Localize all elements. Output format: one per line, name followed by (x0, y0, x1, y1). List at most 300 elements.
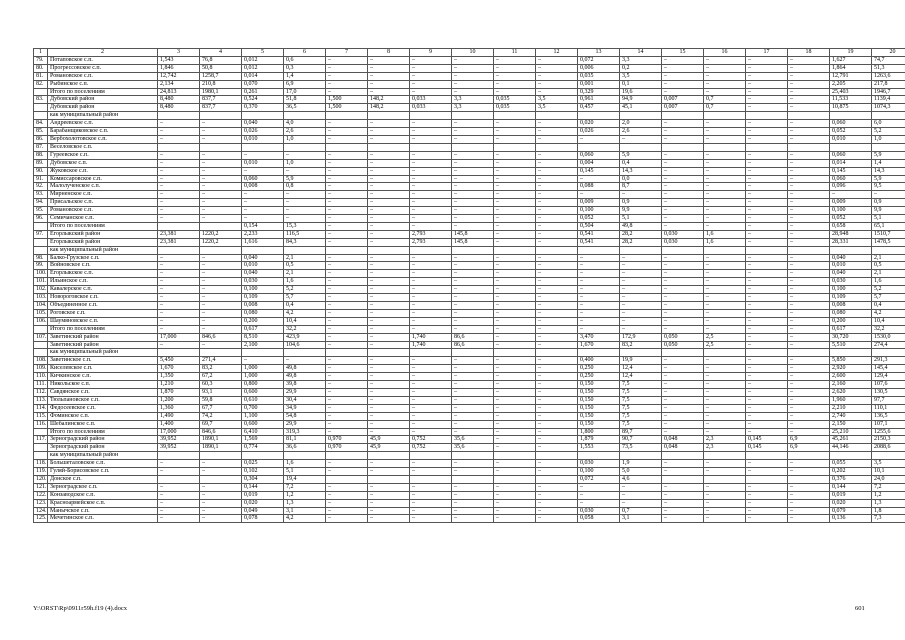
value-cell: 2,1 (872, 254, 905, 262)
value-cell: 0,020 (830, 499, 872, 507)
value-cell: – (746, 404, 788, 412)
value-cell: 0,010 (242, 262, 284, 270)
value-cell: 2150,3 (872, 436, 905, 444)
value-cell (326, 475, 368, 483)
value-cell: – (746, 491, 788, 499)
value-cell: 2,740 (830, 412, 872, 420)
value-cell: 104,6 (284, 341, 326, 349)
table-row (34, 135, 905, 143)
header-cell: 12 (536, 49, 578, 57)
name-cell: Федосеевское с.п. (48, 404, 158, 412)
value-cell: – (368, 199, 410, 207)
value-cell: 2,793 (410, 230, 452, 238)
value-cell: – (662, 120, 704, 128)
header-cell: 19 (830, 49, 872, 57)
value-cell: – (326, 309, 368, 317)
value-cell: 1,3 (872, 499, 905, 507)
value-cell: – (620, 483, 662, 491)
value-cell: 0,261 (242, 88, 284, 96)
row-number-cell: 82. (34, 80, 48, 88)
name-cell: Манычское с.п. (48, 507, 158, 515)
value-cell: – (410, 254, 452, 262)
value-cell: – (788, 499, 830, 507)
value-cell: – (746, 373, 788, 381)
name-cell: Конзаводское с.п. (48, 491, 158, 499)
value-cell (158, 222, 200, 230)
name-cell: Объединенное с.п. (48, 302, 158, 310)
value-cell: – (410, 317, 452, 325)
value-cell (452, 349, 494, 357)
value-cell: 1,960 (830, 396, 872, 404)
value-cell (872, 452, 905, 460)
value-cell: 6,410 (242, 428, 284, 436)
value-cell: 67,7 (200, 404, 242, 412)
value-cell: – (494, 412, 536, 420)
value-cell (536, 452, 578, 460)
value-cell: 2,5 (704, 333, 746, 341)
value-cell: – (242, 151, 284, 159)
value-cell: 0,030 (662, 238, 704, 246)
value-cell: 7,5 (620, 420, 662, 428)
value-cell: 30,720 (830, 333, 872, 341)
value-cell: 0,144 (830, 483, 872, 491)
value-cell: – (494, 175, 536, 183)
value-cell: – (746, 357, 788, 365)
name-cell: как муниципальный район (48, 112, 158, 120)
value-cell: – (578, 302, 620, 310)
header-cell: 20 (872, 49, 905, 57)
value-cell (536, 475, 578, 483)
value-cell: – (200, 325, 242, 333)
value-cell: – (704, 388, 746, 396)
value-cell: 74,2 (200, 412, 242, 420)
value-cell: 0,109 (830, 294, 872, 302)
value-cell: – (158, 491, 200, 499)
value-cell (410, 246, 452, 254)
value-cell (452, 143, 494, 151)
value-cell: – (746, 88, 788, 96)
value-cell: 210,8 (200, 80, 242, 88)
table-row (34, 412, 905, 420)
value-cell: – (704, 365, 746, 373)
row-number-cell: 123. (34, 499, 48, 507)
value-cell: 1074,3 (872, 104, 905, 112)
value-cell: – (704, 191, 746, 199)
value-cell: 1,569 (242, 436, 284, 444)
value-cell: – (326, 56, 368, 64)
value-cell: – (704, 135, 746, 143)
value-cell: – (200, 302, 242, 310)
value-cell: – (368, 88, 410, 96)
table-row (34, 254, 905, 262)
value-cell: – (662, 294, 704, 302)
value-cell: 0,060 (242, 175, 284, 183)
value-cell: – (746, 460, 788, 468)
table-row (34, 191, 905, 199)
value-cell: 36,6 (284, 444, 326, 452)
value-cell: – (536, 120, 578, 128)
value-cell: – (788, 507, 830, 515)
table-row (34, 56, 905, 64)
value-cell: – (200, 294, 242, 302)
value-cell: – (410, 222, 452, 230)
value-cell: – (452, 167, 494, 175)
value-cell: – (662, 468, 704, 476)
value-cell (200, 112, 242, 120)
value-cell: – (620, 317, 662, 325)
value-cell: 0,052 (830, 128, 872, 136)
value-cell: – (578, 491, 620, 499)
value-cell (788, 475, 830, 483)
value-cell: – (368, 491, 410, 499)
value-cell: 1980,1 (200, 88, 242, 96)
value-cell: – (368, 341, 410, 349)
value-cell: 5,2 (872, 128, 905, 136)
value-cell: – (662, 183, 704, 191)
value-cell (494, 475, 536, 483)
header-cell: 9 (410, 49, 452, 57)
value-cell (620, 452, 662, 460)
value-cell: – (662, 80, 704, 88)
value-cell: – (536, 357, 578, 365)
table-row (34, 515, 905, 523)
value-cell: 0,5 (872, 262, 905, 270)
row-number-cell: 94. (34, 199, 48, 207)
value-cell: 2,620 (830, 388, 872, 396)
value-cell: – (704, 254, 746, 262)
name-cell: Тюльпановское с.п. (48, 396, 158, 404)
table-row (34, 309, 905, 317)
row-number-cell: 108. (34, 357, 48, 365)
header-cell: 17 (746, 49, 788, 57)
value-cell: 107,1 (872, 420, 905, 428)
value-cell: – (746, 222, 788, 230)
value-cell: 35,6 (452, 444, 494, 452)
value-cell: – (494, 262, 536, 270)
value-cell: – (452, 309, 494, 317)
value-cell: 1478,5 (872, 238, 905, 246)
value-cell: – (494, 167, 536, 175)
table-row (34, 64, 905, 72)
value-cell: 0,150 (578, 381, 620, 389)
value-cell: – (326, 151, 368, 159)
value-cell: – (242, 215, 284, 223)
value-cell: – (704, 199, 746, 207)
value-cell: 7,5 (620, 396, 662, 404)
value-cell: – (788, 491, 830, 499)
row-number-cell: 110. (34, 373, 48, 381)
value-cell: 90,7 (620, 436, 662, 444)
row-number-cell: 125. (34, 515, 48, 523)
row-number-cell (34, 341, 48, 349)
value-cell: 50,8 (200, 64, 242, 72)
value-cell: – (158, 294, 200, 302)
value-cell (536, 349, 578, 357)
value-cell: 0,2 (620, 64, 662, 72)
value-cell: – (788, 222, 830, 230)
value-cell: – (410, 365, 452, 373)
table-row (34, 365, 905, 373)
value-cell: – (536, 373, 578, 381)
value-cell: 5,0 (620, 468, 662, 476)
value-cell: – (536, 317, 578, 325)
value-cell: 2,793 (410, 238, 452, 246)
value-cell: – (326, 270, 368, 278)
value-cell (830, 246, 872, 254)
value-cell: – (326, 420, 368, 428)
value-cell: 145,8 (452, 230, 494, 238)
value-cell: 30,4 (284, 396, 326, 404)
value-cell: 1,6 (284, 278, 326, 286)
row-number-cell: 91. (34, 175, 48, 183)
value-cell: – (158, 507, 200, 515)
value-cell: – (326, 175, 368, 183)
value-cell: 35,6 (452, 436, 494, 444)
value-cell: – (746, 294, 788, 302)
value-cell: – (452, 199, 494, 207)
value-cell: – (158, 183, 200, 191)
value-cell: – (536, 468, 578, 476)
name-cell: Большеталовское с.п. (48, 460, 158, 468)
value-cell: – (662, 207, 704, 215)
name-cell: Зерноградский район (48, 436, 158, 444)
value-cell: – (452, 483, 494, 491)
value-cell (284, 349, 326, 357)
value-cell: 0,6 (284, 56, 326, 64)
value-cell: – (788, 381, 830, 389)
value-cell: 0,049 (242, 507, 284, 515)
value-cell: – (452, 373, 494, 381)
value-cell (368, 452, 410, 460)
value-cell: – (704, 72, 746, 80)
name-cell: Егорлыкский район (48, 238, 158, 246)
value-cell: – (662, 381, 704, 389)
value-cell: 89,7 (620, 428, 662, 436)
value-cell: 0,145 (578, 167, 620, 175)
value-cell: – (410, 278, 452, 286)
value-cell: – (368, 309, 410, 317)
value-cell (200, 475, 242, 483)
name-cell: Дубовское с.п. (48, 159, 158, 167)
value-cell: – (284, 191, 326, 199)
value-cell (494, 452, 536, 460)
table-row (34, 396, 905, 404)
value-cell (242, 452, 284, 460)
value-cell: 11,533 (830, 96, 872, 104)
value-cell (746, 475, 788, 483)
value-cell: – (452, 151, 494, 159)
value-cell: – (326, 183, 368, 191)
value-cell (410, 452, 452, 460)
value-cell: 0,026 (242, 128, 284, 136)
value-cell: – (746, 396, 788, 404)
value-cell: – (620, 302, 662, 310)
value-cell: – (158, 128, 200, 136)
name-cell: Войновское с.п. (48, 262, 158, 270)
value-cell: – (410, 286, 452, 294)
table-row (34, 381, 905, 389)
value-cell: – (410, 191, 452, 199)
table-row (34, 333, 905, 341)
value-cell: – (200, 167, 242, 175)
value-cell: 0,040 (830, 270, 872, 278)
value-cell: – (368, 388, 410, 396)
value-cell: – (704, 215, 746, 223)
table-row (34, 112, 905, 120)
value-cell: 4,0 (284, 120, 326, 128)
value-cell: – (158, 499, 200, 507)
value-cell: – (746, 365, 788, 373)
name-cell: Заветинский район (48, 341, 158, 349)
value-cell (368, 143, 410, 151)
value-cell: 0,040 (830, 254, 872, 262)
value-cell: – (410, 404, 452, 412)
value-cell: – (368, 365, 410, 373)
value-cell: – (368, 262, 410, 270)
value-cell: – (326, 507, 368, 515)
value-cell: 0,250 (578, 365, 620, 373)
name-cell: Итого по поселениям (48, 325, 158, 333)
value-cell: – (494, 80, 536, 88)
value-cell: – (494, 302, 536, 310)
value-cell: – (368, 222, 410, 230)
value-cell: – (788, 230, 830, 238)
value-cell: – (704, 56, 746, 64)
header-cell: 16 (704, 49, 746, 57)
value-cell (746, 349, 788, 357)
value-cell: 0,010 (242, 159, 284, 167)
value-cell: – (788, 278, 830, 286)
value-cell: – (200, 515, 242, 523)
value-cell: – (746, 120, 788, 128)
value-cell: 2,5 (704, 341, 746, 349)
value-cell: – (662, 325, 704, 333)
value-cell: 28,948 (830, 230, 872, 238)
value-cell (788, 112, 830, 120)
table-row (34, 238, 905, 246)
value-cell (284, 246, 326, 254)
value-cell: – (452, 420, 494, 428)
table-row (34, 72, 905, 80)
value-cell: – (662, 167, 704, 175)
value-cell: 0,058 (578, 515, 620, 523)
value-cell: 0,060 (830, 175, 872, 183)
value-cell: – (536, 515, 578, 523)
value-cell: 2088,6 (872, 444, 905, 452)
row-number-cell (34, 112, 48, 120)
value-cell: 3,1 (620, 515, 662, 523)
value-cell: – (746, 199, 788, 207)
value-cell: – (326, 373, 368, 381)
row-number-cell: 100. (34, 270, 48, 278)
value-cell: – (368, 128, 410, 136)
value-cell: 107,6 (872, 381, 905, 389)
value-cell: – (284, 151, 326, 159)
value-cell: 97,7 (872, 396, 905, 404)
value-cell: 0,007 (662, 96, 704, 104)
value-cell: – (494, 325, 536, 333)
value-cell: 39,8 (284, 381, 326, 389)
value-cell: – (200, 128, 242, 136)
value-cell: 0,202 (830, 468, 872, 476)
name-cell: Гуреевское с.п. (48, 151, 158, 159)
value-cell: – (158, 515, 200, 523)
value-cell (746, 452, 788, 460)
value-cell: 0,370 (242, 104, 284, 112)
name-cell: Прогрессовское с.п. (48, 64, 158, 72)
value-cell: – (326, 207, 368, 215)
value-cell: – (368, 499, 410, 507)
value-cell: 84,3 (284, 238, 326, 246)
value-cell: – (452, 80, 494, 88)
footer-file-path: Y:\ORST\Rp\0911r59h.f19 (4).docx (33, 605, 127, 612)
name-cell: Зерноградский район (48, 444, 158, 452)
value-cell: – (746, 175, 788, 183)
value-cell: – (158, 325, 200, 333)
value-cell: – (284, 207, 326, 215)
value-cell: – (704, 278, 746, 286)
value-cell: – (494, 396, 536, 404)
value-cell: – (704, 325, 746, 333)
value-cell: 0,150 (578, 388, 620, 396)
value-cell: 1,2 (872, 491, 905, 499)
value-cell: – (452, 128, 494, 136)
value-cell: – (788, 404, 830, 412)
value-cell: – (326, 491, 368, 499)
value-cell: 8,480 (158, 104, 200, 112)
value-cell: – (326, 381, 368, 389)
value-cell: – (452, 175, 494, 183)
value-cell: – (368, 412, 410, 420)
value-cell (494, 349, 536, 357)
value-cell: – (452, 460, 494, 468)
value-cell: 76,8 (200, 56, 242, 64)
name-cell: Романовское с.п. (48, 72, 158, 80)
value-cell: – (368, 460, 410, 468)
value-cell: – (452, 222, 494, 230)
value-cell: – (284, 167, 326, 175)
name-cell: Веселовское с.п. (48, 143, 158, 151)
value-cell: – (326, 333, 368, 341)
value-cell: 2,233 (242, 230, 284, 238)
value-cell: 1,553 (578, 444, 620, 452)
value-cell (662, 452, 704, 460)
row-number-cell (34, 325, 48, 333)
value-cell: – (452, 215, 494, 223)
value-cell: – (326, 215, 368, 223)
value-cell: 0,376 (830, 475, 872, 483)
value-cell: – (200, 317, 242, 325)
value-cell: 1,740 (410, 333, 452, 341)
value-cell: 51,3 (872, 64, 905, 72)
value-cell: – (704, 460, 746, 468)
value-cell: – (662, 388, 704, 396)
header-cell: 8 (368, 49, 410, 57)
value-cell: – (452, 270, 494, 278)
value-cell: 0,008 (830, 302, 872, 310)
value-cell: – (788, 64, 830, 72)
value-cell (578, 112, 620, 120)
value-cell: 1255,6 (872, 428, 905, 436)
value-cell: 5,1 (284, 468, 326, 476)
name-cell: Кавалерское с.п. (48, 286, 158, 294)
value-cell (788, 452, 830, 460)
value-cell: 2,1 (284, 270, 326, 278)
value-cell: – (326, 199, 368, 207)
value-cell: – (662, 404, 704, 412)
value-cell: 0,008 (242, 302, 284, 310)
value-cell: – (368, 381, 410, 389)
